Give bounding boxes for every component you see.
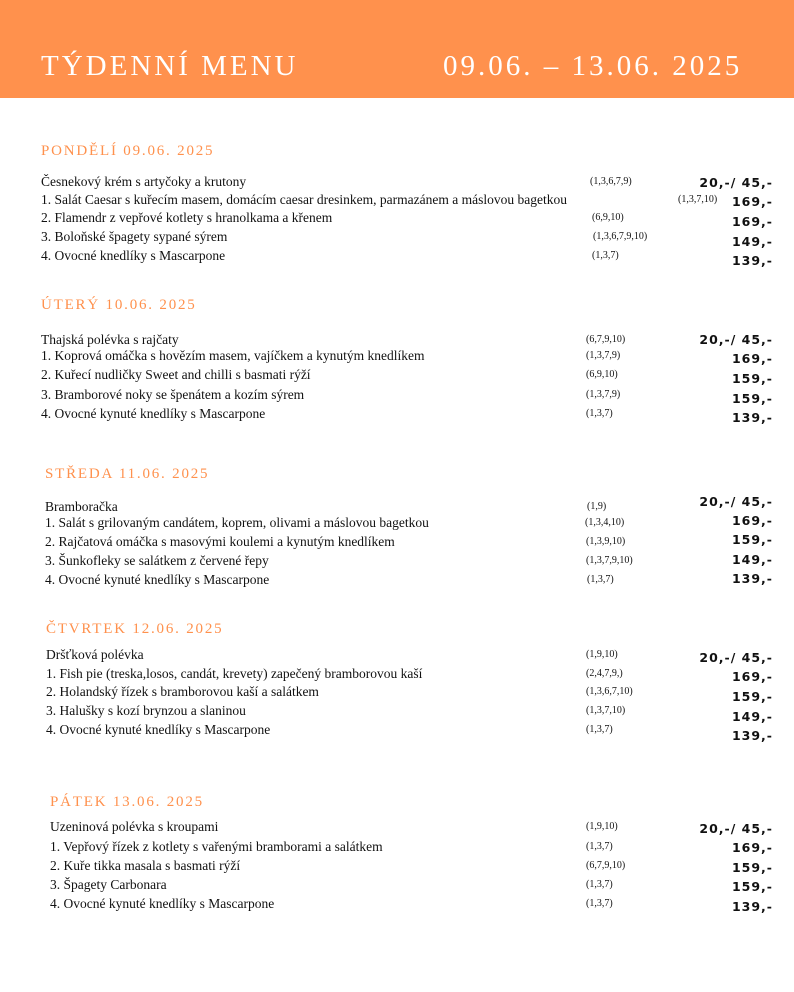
price: 139,- <box>731 253 773 268</box>
header-banner <box>0 0 794 98</box>
price: 20,-/ 45,- <box>699 175 773 190</box>
allergens: (1,3,6,7,9,10) <box>593 231 648 242</box>
price: 169,- <box>731 669 773 684</box>
price: 159,- <box>731 532 773 547</box>
allergens: (1,3,7,9,10) <box>586 555 633 566</box>
day-heading: ČTVRTEK 12.06. 2025 <box>46 621 224 637</box>
allergens: (1,3,7) <box>586 841 613 852</box>
dish-name: 3. Šunkofleky se salátkem z červené řepy <box>45 553 269 568</box>
dish-name: 3. Špagety Carbonara <box>50 877 167 892</box>
price: 159,- <box>731 391 773 406</box>
price: 169,- <box>731 194 773 209</box>
allergens: (1,3,7) <box>587 574 614 585</box>
allergens: (6,9,10) <box>586 369 618 380</box>
dish-name: 1. Vepřový řízek z kotlety s vařenými bramborami a salátkem <box>50 839 383 854</box>
dish-name: 1. Fish pie (treska,losos, candát, krevety) zapečený bramborovou kaší <box>46 666 423 681</box>
day-heading: ÚTERÝ 10.06. 2025 <box>41 297 197 313</box>
price: 139,- <box>731 571 773 586</box>
price: 139,- <box>731 899 773 914</box>
date-range: 09.06. – 13.06. 2025 <box>443 50 743 82</box>
dish-name: 4. Ovocné kynuté knedlíky s Mascarpone <box>50 896 275 911</box>
allergens: (1,3,7) <box>592 250 619 261</box>
allergens: (1,3,6,7,9) <box>590 176 632 187</box>
price: 159,- <box>731 371 773 386</box>
price: 149,- <box>731 709 773 724</box>
price: 149,- <box>731 234 773 249</box>
allergens: (1,3,7,9) <box>586 389 621 400</box>
day-heading: PÁTEK 13.06. 2025 <box>50 794 204 810</box>
price: 169,- <box>731 840 773 855</box>
dish-name: 1. Salát Caesar s kuřecím masem, domácím caesar dresinkem, parmazánem a máslovou bagetkou <box>41 192 567 207</box>
dish-name: 2. Kuřecí nudličky Sweet and chilli s basmati rýží <box>41 367 311 382</box>
dish-name: 1. Salát s grilovaným candátem, koprem, olivami a máslovou bagetkou <box>45 515 429 530</box>
allergens: (1,3,4,10) <box>585 517 625 528</box>
allergens: (1,9,10) <box>586 649 618 660</box>
price: 20,-/ 45,- <box>699 650 773 665</box>
dish-name: 3. Boloňské špagety sypané sýrem <box>41 229 228 244</box>
soup-name: Česnekový krém s artyčoky a krutony <box>41 174 247 189</box>
allergens: (1,3,7,10) <box>678 194 718 205</box>
price: 169,- <box>731 513 773 528</box>
price: 159,- <box>731 879 773 894</box>
dish-name: 2. Flamendr z vepřové kotlety s hranolkama a křenem <box>41 210 333 225</box>
price: 20,-/ 45,- <box>699 494 773 509</box>
dish-name: 1. Koprová omáčka s hovězím masem, vajíčkem a kynutým knedlíkem <box>41 348 425 363</box>
allergens: (6,9,10) <box>592 212 624 223</box>
price: 159,- <box>731 689 773 704</box>
dish-name: 3. Halušky s kozí brynzou a slaninou <box>46 703 246 718</box>
allergens: (1,9) <box>587 501 607 512</box>
allergens: (1,3,7) <box>586 879 613 890</box>
allergens: (6,7,9,10) <box>586 860 626 871</box>
price: 20,-/ 45,- <box>699 821 773 836</box>
allergens: (1,3,7) <box>586 724 613 735</box>
day-heading: STŘEDA 11.06. 2025 <box>45 466 210 482</box>
price: 169,- <box>731 214 773 229</box>
soup-name: Thajská polévka s rajčaty <box>41 332 179 347</box>
allergens: (1,3,6,7,10) <box>586 686 633 697</box>
price: 159,- <box>731 860 773 875</box>
allergens: (1,3,7) <box>586 898 613 909</box>
soup-name: Dršťková polévka <box>46 647 144 662</box>
dish-name: 2. Holandský řízek s bramborovou kaší a salátkem <box>46 684 319 699</box>
allergens: (1,9,10) <box>586 821 618 832</box>
price: 169,- <box>731 351 773 366</box>
soup-name: Uzeninová polévka s kroupami <box>50 819 219 834</box>
price: 149,- <box>731 552 773 567</box>
allergens: (1,3,7) <box>586 408 613 419</box>
soup-name: Bramboračka <box>45 499 118 514</box>
dish-name: 4. Ovocné kynuté knedlíky s Mascarpone <box>45 572 270 587</box>
dish-name: 4. Ovocné kynuté knedlíky s Mascarpone <box>46 722 271 737</box>
dish-name: 3. Bramborové noky se špenátem a kozím sýrem <box>41 387 305 402</box>
menu-title: TÝDENNÍ MENU <box>41 50 299 82</box>
price: 139,- <box>731 410 773 425</box>
allergens: (1,3,7,10) <box>586 705 626 716</box>
day-heading: PONDĚLÍ 09.06. 2025 <box>41 143 215 159</box>
allergens: (1,3,9,10) <box>586 536 626 547</box>
dish-name: 4. Ovocné kynuté knedlíky s Mascarpone <box>41 406 266 421</box>
dish-name: 2. Kuře tikka masala s basmati rýží <box>50 858 241 873</box>
allergens: (2,4,7,9,) <box>586 668 623 679</box>
price: 20,-/ 45,- <box>699 332 773 347</box>
price: 139,- <box>731 728 773 743</box>
dish-name: 4. Ovocné knedlíky s Mascarpone <box>41 248 226 263</box>
allergens: (6,7,9,10) <box>586 334 626 345</box>
allergens: (1,3,7,9) <box>586 350 621 361</box>
dish-name: 2. Rajčatová omáčka s masovými koulemi a kynutým knedlíkem <box>45 534 395 549</box>
